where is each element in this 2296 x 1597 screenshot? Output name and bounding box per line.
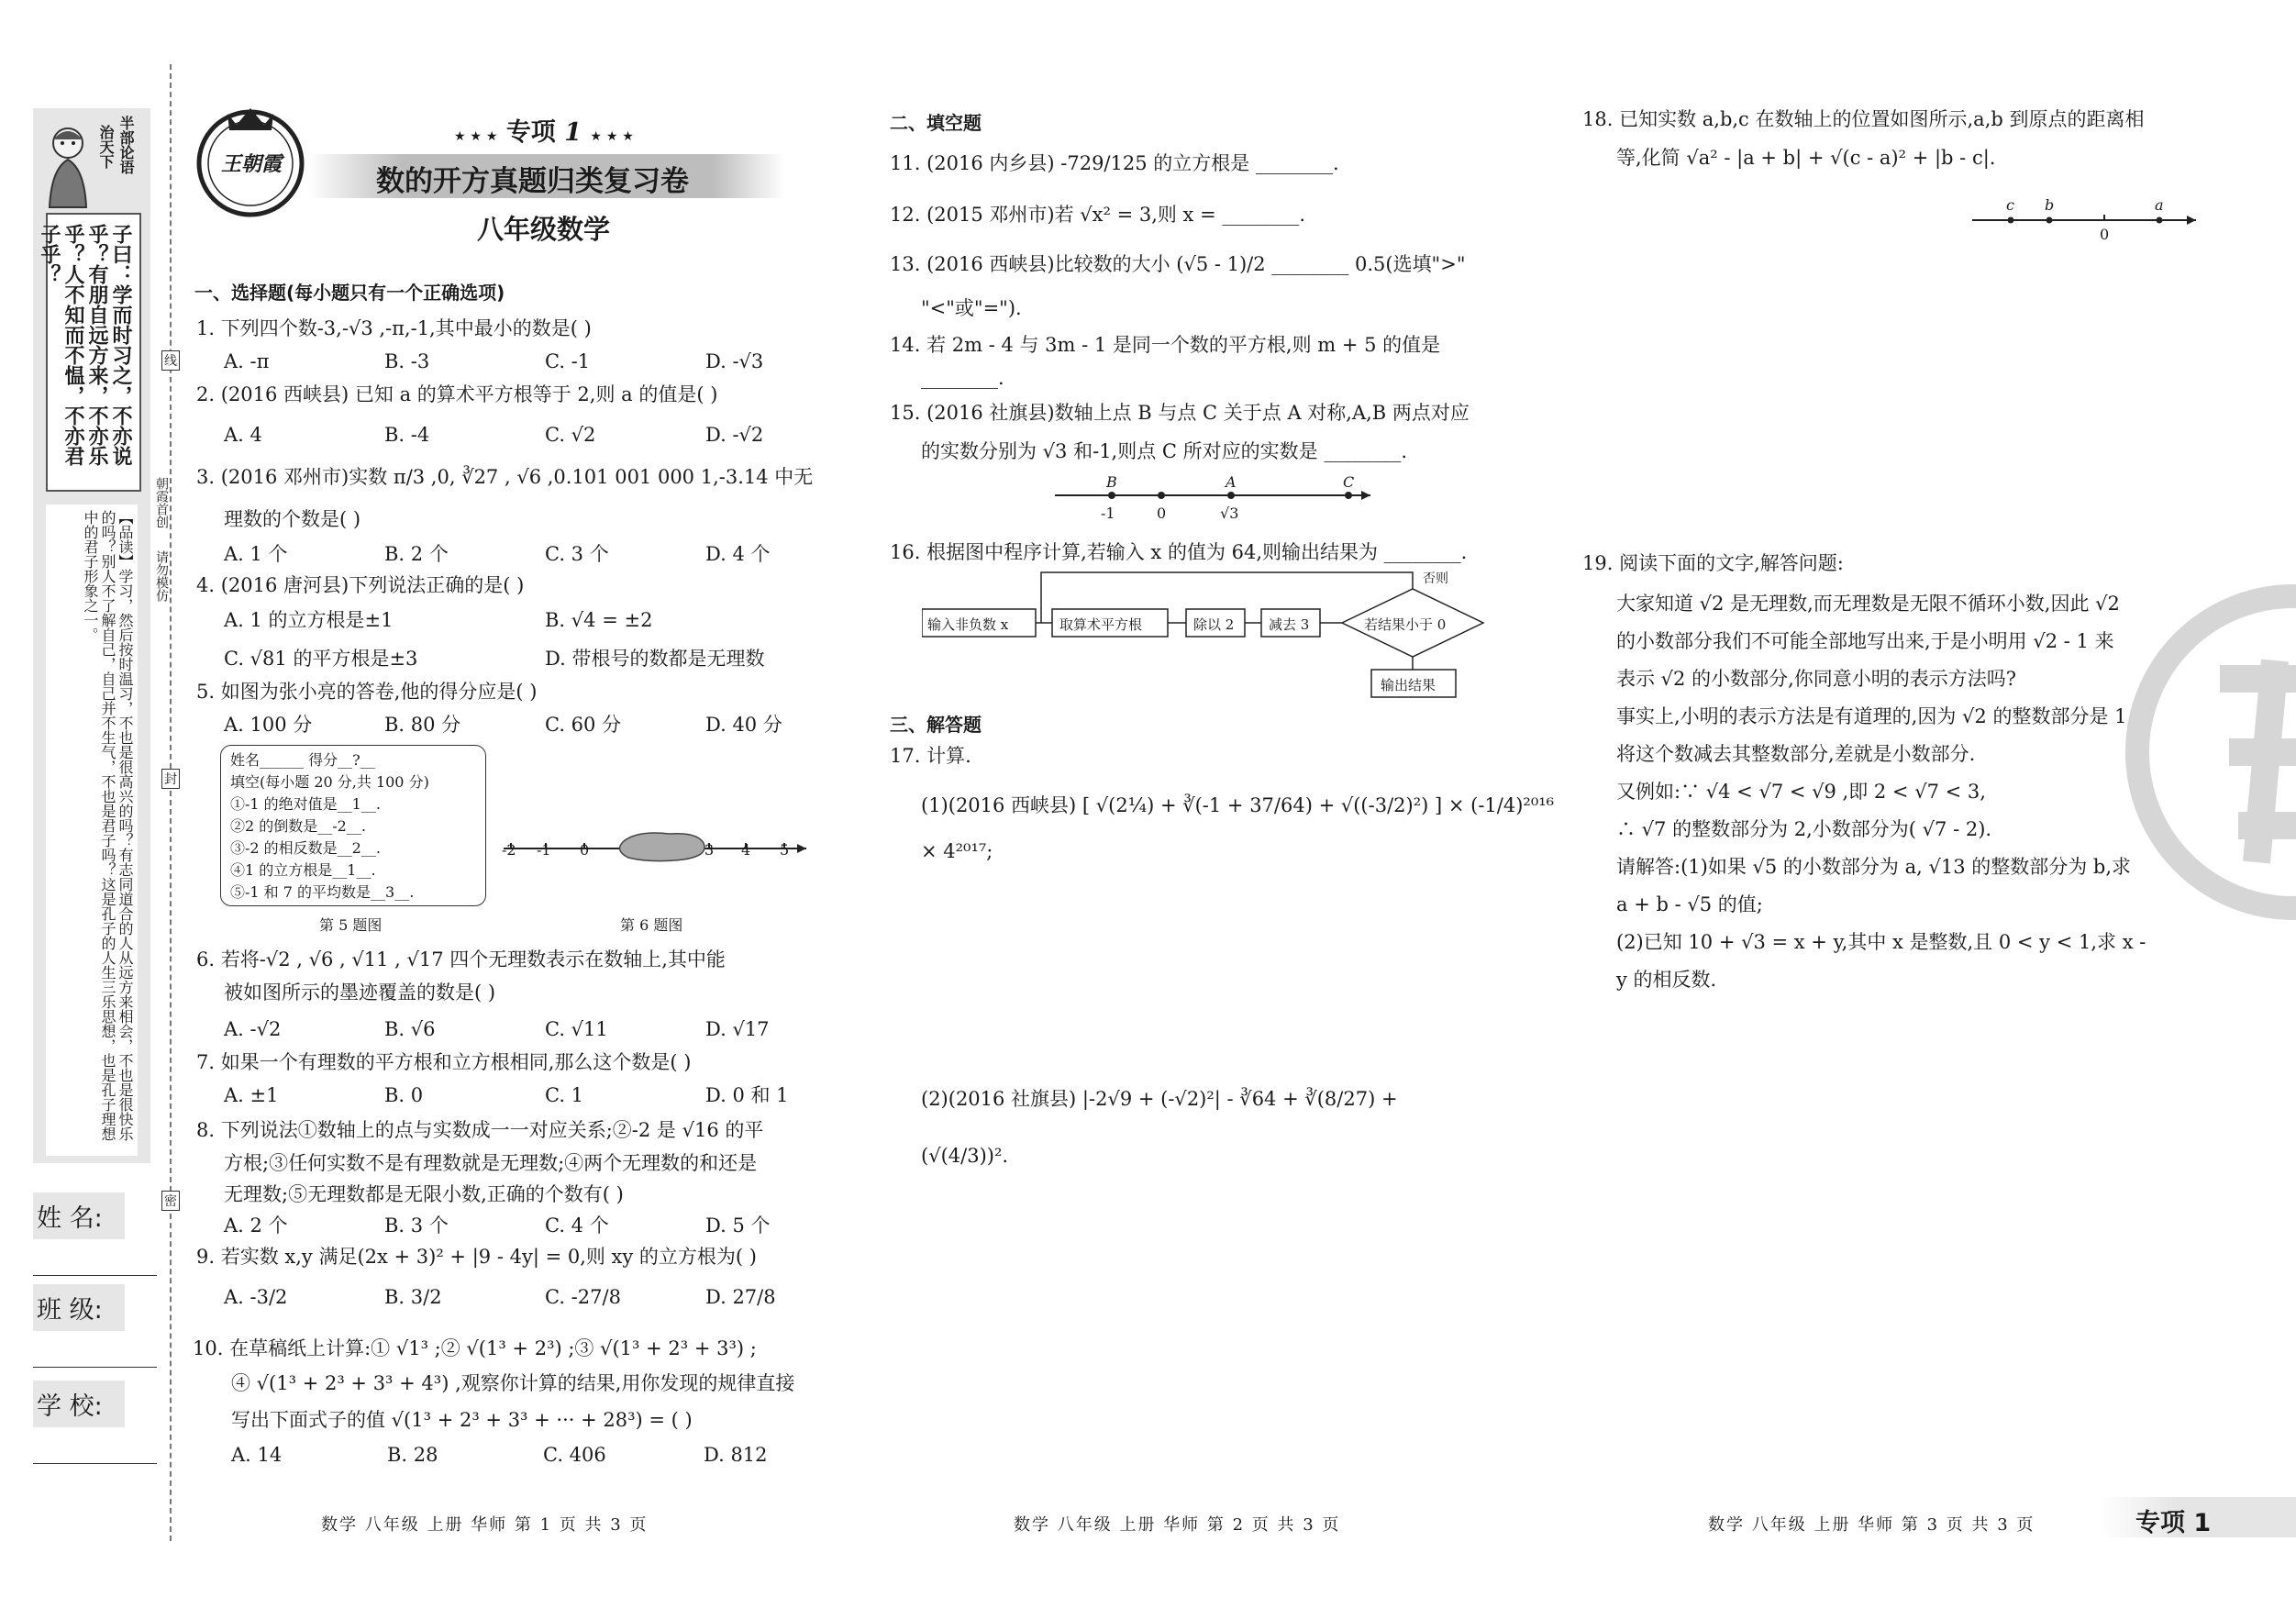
question-18: 18. 已知实数 a,b,c 在数轴上的位置如图所示,a,b 到原点的距离相: [1582, 108, 2145, 130]
fig6-number-line: [500, 821, 812, 876]
flowchart: [922, 569, 1500, 706]
option[interactable]: B. 28: [387, 1444, 438, 1466]
axis-label: C: [1343, 473, 1355, 491]
option[interactable]: A. 2 个: [224, 1214, 288, 1237]
paragraph-line: 请解答:(1)如果 √5 的小数部分为 a, √13 的整数部分为 b,求: [1616, 856, 2132, 878]
paragraph-line: 的小数部分我们不可能全部地写出来,于是小明用 √2 - 1 来: [1616, 630, 2114, 652]
tick-label: 3: [704, 841, 715, 859]
side-note-1: 朝霞首创: [154, 477, 169, 528]
flow-step-input: 输入非负数 x: [927, 616, 1009, 633]
option[interactable]: C. 4 个: [545, 1214, 609, 1237]
question-16: 16. 根据图中程序计算,若输入 x 的值为 64,则输出结果为 ________.: [890, 541, 1468, 563]
option[interactable]: D. 5 个: [705, 1214, 771, 1237]
cut-mark-2: 封: [161, 769, 180, 789]
fig6-caption: 第 6 题图: [620, 916, 683, 934]
card-line: 姓名______ 得分__?__: [230, 751, 375, 769]
name-label: 姓 名:: [33, 1192, 125, 1239]
option[interactable]: D. √17: [705, 1018, 770, 1040]
question-10-cont: ④ √(1³ + 2³ + 3³ + 4³) ,观察你计算的结果,用你发现的规律直接: [231, 1372, 795, 1394]
tick-label: -1: [537, 841, 551, 859]
page-title: 数的开方真题归类复习卷: [376, 165, 689, 198]
class-label: 班 级:: [33, 1284, 125, 1331]
axis-label: A: [1226, 473, 1237, 491]
question-7-options: [224, 1079, 789, 1112]
tick-label: 0: [2100, 226, 2110, 243]
question-5-options: [224, 708, 782, 741]
question-2-options: [224, 418, 763, 451]
question-8-cont: 方根;③任何实数不是有理数就是无理数;④两个无理数的和还是: [224, 1152, 758, 1174]
option[interactable]: D. -√2: [705, 424, 764, 446]
flow-else-label: 否则: [1423, 571, 1448, 586]
question-17-2-cont: (√(4/3))².: [921, 1145, 1009, 1167]
paragraph-line: y 的相反数.: [1616, 969, 1717, 991]
question-4-options-1: [224, 604, 652, 637]
tick-label: -2: [502, 841, 516, 859]
corner-tag-label: 专项 1: [2135, 1509, 2212, 1537]
question-10-cont2: 写出下面式子的值 √(1³ + 2³ + 3³ + ··· + 28³) = ( ): [231, 1409, 693, 1431]
option[interactable]: C. 406: [543, 1444, 606, 1466]
watermark-seal: [2091, 569, 2296, 954]
option[interactable]: A. 100 分: [224, 714, 313, 736]
option[interactable]: A. -π: [224, 350, 270, 372]
page-subtitle: 八年级数学: [477, 214, 611, 245]
question-17: 17. 计算.: [890, 745, 971, 767]
paragraph-line: 大家知道 √2 是无理数,而无理数是无限不循环小数,因此 √2: [1616, 593, 2120, 615]
option[interactable]: D. 40 分: [705, 714, 782, 736]
card-line: ⑤-1 和 7 的平均数是__3__.: [230, 883, 415, 901]
card-line: ③-2 的相反数是__2__.: [230, 839, 381, 857]
question-6-options: [224, 1013, 770, 1046]
q18-number-line: [1972, 194, 2202, 250]
sidebar-quote: 子曰：学而时习之，不亦说乎？有朋自远方来，不亦乐乎？人不知而不愠，不亦君子乎？: [38, 224, 132, 466]
question-6-cont: 被如图所示的墨迹覆盖的数是( ): [224, 981, 496, 1004]
tick-label: 5: [780, 841, 790, 859]
sidebar-pindu: 【品读】学习，然后按时温习，不也是很高兴的吗？有志同道合的人从远方来相会，不也是很快乐的吗？别人不了解自己，自己并不生气，不也是君子吗？这是孔子的人生三乐思想，也是孔子理想中的君子形象之一。: [82, 510, 134, 1141]
tick-label: √3: [1220, 505, 1239, 522]
flow-step-sqrt: 取算术平方根: [1059, 616, 1143, 633]
section-answer: 三、解答题: [890, 714, 982, 736]
sidebar-pindu-box: [46, 505, 138, 1156]
flow-output: 输出结果: [1381, 677, 1436, 693]
fig5-caption: 第 5 题图: [319, 916, 383, 934]
tick-label: 0: [580, 841, 590, 859]
cut-mark-1: 线: [161, 350, 180, 371]
paragraph-line: (2)已知 10 + √3 = x + y,其中 x 是整数,且 0 < y < 1,求 x -: [1616, 931, 2146, 953]
question-1-options: [224, 345, 763, 378]
question-4: 4. (2016 唐河县)下列说法正确的是( ): [196, 574, 525, 596]
footer-page-3: 数学 八年级 上册 华师 第 3 页 共 3 页: [1708, 1515, 2035, 1535]
question-3-options: [224, 538, 770, 571]
cut-line: [170, 64, 172, 1541]
option[interactable]: B. √6: [384, 1018, 436, 1040]
brand-logo: [191, 101, 310, 220]
question-4-options-2: [224, 642, 764, 675]
question-8: 8. 下列说法①数轴上的点与实数成一一对应关系;②-2 是 √16 的平: [196, 1119, 764, 1141]
option[interactable]: C. √11: [545, 1018, 608, 1040]
question-10: 10. 在草稿纸上计算:① √1³ ;② √(1³ + 2³) ;③ √(1³ + 2³ + 3³) ;: [193, 1337, 757, 1359]
badge-text-1: 半部论语: [117, 116, 135, 174]
option[interactable]: C. 1: [545, 1084, 584, 1106]
flow-step-divide: 除以 2: [1193, 616, 1235, 633]
section-fill: 二、填空题: [890, 112, 982, 134]
option[interactable]: C. √2: [545, 424, 596, 446]
option[interactable]: A. 14: [231, 1444, 283, 1466]
option[interactable]: B. 3/2: [384, 1286, 442, 1308]
series-stars-right: ★ ★ ★: [590, 129, 634, 144]
paragraph-line: 将这个数减去其整数部分,差就是小数部分.: [1616, 743, 1976, 765]
option[interactable]: B. √4 = ±2: [545, 609, 653, 631]
option[interactable]: A. ±1: [224, 1084, 279, 1106]
question-14: 14. 若 2m - 4 与 3m - 1 是同一个数的平方根,则 m + 5 的值是: [890, 334, 1441, 356]
paragraph-line: 表示 √2 的小数部分,你同意小明的表示方法吗?: [1616, 668, 2017, 690]
option[interactable]: D. 0 和 1: [705, 1084, 789, 1106]
question-14-cont: ________.: [921, 367, 1004, 389]
tick-label: 4: [741, 841, 751, 859]
school-field[interactable]: [33, 1381, 157, 1464]
option[interactable]: B. -3: [384, 350, 430, 372]
axis-label: a: [2155, 196, 2164, 214]
card-line: ④1 的立方根是__1__.: [230, 861, 376, 879]
question-10-options: [231, 1438, 768, 1471]
name-field[interactable]: [33, 1192, 157, 1276]
question-1: 1. 下列四个数-3,-√3 ,-π,-1,其中最小的数是( ): [196, 317, 592, 339]
option[interactable]: C. 60 分: [545, 714, 622, 736]
flow-decision: 若结果小于 0: [1364, 616, 1447, 633]
question-19-body: [1616, 585, 2146, 999]
card-line: ②2 的倒数是__-2__.: [230, 817, 366, 835]
question-5: 5. 如图为张小亮的答卷,他的得分应是( ): [196, 681, 538, 703]
sidebar-badge: [33, 108, 150, 218]
option[interactable]: D. 27/8: [705, 1286, 776, 1308]
question-13-cont: "<"或"=").: [921, 297, 1022, 319]
q15-number-line: [1055, 473, 1376, 528]
option[interactable]: D. 带根号的数都是无理数: [545, 648, 765, 670]
footer-page-2: 数学 八年级 上册 华师 第 2 页 共 3 页: [1014, 1515, 1341, 1535]
question-12: 12. (2015 邓州市)若 √x² = 3,则 x = ________.: [890, 204, 1306, 226]
option[interactable]: A. 1 的立方根是±1: [224, 609, 394, 631]
school-label: 学 校:: [33, 1381, 125, 1427]
card-line: ①-1 的绝对值是__1__.: [230, 795, 381, 813]
question-15: 15. (2016 社旗县)数轴上点 B 与点 C 关于点 A 对称,A,B 两点对应: [890, 402, 1470, 424]
card-line: 填空(每小题 20 分,共 100 分): [230, 773, 429, 791]
question-6: 6. 若将-√2 , √6 , √11 , √17 四个无理数表示在数轴上,其中能: [196, 948, 726, 970]
series-stars-left: ★ ★ ★: [454, 129, 498, 144]
question-3-cont: 理数的个数是( ): [224, 508, 361, 530]
question-13: 13. (2016 西峡县)比较数的大小 (√5 - 1)/2 ________ 0.5(选填">": [890, 253, 1466, 275]
tick-label: -1: [1101, 505, 1115, 522]
axis-label: c: [2006, 196, 2014, 214]
class-field[interactable]: [33, 1284, 157, 1368]
question-8-options: [224, 1209, 770, 1242]
option[interactable]: A. 1 个: [224, 543, 288, 565]
option[interactable]: B. -4: [384, 424, 430, 446]
option[interactable]: C. 3 个: [545, 543, 609, 565]
question-11: 11. (2016 内乡县) -729/125 的立方根是 ________.: [890, 152, 1339, 174]
axis-label: b: [2045, 196, 2055, 214]
option[interactable]: C. -27/8: [545, 1286, 621, 1308]
question-17-1: (1)(2016 西峡县) [ √(2¼) + ∛(-1 + 37/64) + √((-3/2)²) ] × (-1/4)²⁰¹⁶: [921, 794, 1555, 816]
question-17-2: (2)(2016 社旗县) |-2√9 + (-√2)²| - ∛64 + ∛(8/27) +: [921, 1088, 1398, 1110]
option[interactable]: B. 3 个: [384, 1214, 449, 1237]
question-8-cont2: 无理数;⑤无理数都是无限小数,正确的个数有( ): [224, 1183, 624, 1205]
sidebar-quote-box: [38, 213, 141, 492]
option[interactable]: D. -√3: [705, 350, 764, 372]
paragraph-line: ∴ √7 的整数部分为 2,小数部分为( √7 - 2).: [1616, 818, 1992, 840]
option[interactable]: D. 4 个: [705, 543, 771, 565]
option[interactable]: B. 0: [384, 1084, 424, 1106]
paragraph-line: 事实上,小明的表示方法是有道理的,因为 √2 的整数部分是 1,: [1616, 705, 2134, 727]
cut-mark-3: 密: [161, 1191, 180, 1211]
series-label: ★ ★ ★ 专项 1 ★ ★ ★: [454, 118, 634, 147]
side-note-2: 请勿模仿: [154, 550, 169, 602]
footer-page-1: 数学 八年级 上册 华师 第 1 页 共 3 页: [321, 1515, 649, 1535]
question-15-cont: 的实数分别为 √3 和-1,则点 C 所对应的实数是 ________.: [921, 440, 1407, 462]
axis-label: B: [1106, 473, 1117, 491]
paragraph-line: 又例如:∵ √4 < √7 < √9 ,即 2 < √7 < 3,: [1616, 781, 1986, 803]
option[interactable]: B. 80 分: [384, 714, 461, 736]
option[interactable]: A. 4: [224, 424, 262, 446]
answer-card: [220, 745, 486, 906]
question-9: 9. 若实数 x,y 满足(2x + 3)² + |9 - 4y| = 0,则 xy 的立方根为( ): [196, 1246, 757, 1268]
option[interactable]: C. -1: [545, 350, 591, 372]
badge-text-2: 治天下: [97, 125, 115, 169]
option[interactable]: D. 812: [704, 1444, 768, 1466]
corner-tag: [2101, 1497, 2296, 1537]
question-18-cont: 等,化简 √a² - |a + b| + √(c - a)² + |b - c|.: [1616, 147, 1996, 169]
question-9-options: [224, 1281, 776, 1314]
question-2: 2. (2016 西峡县) 已知 a 的算术平方根等于 2,则 a 的值是( ): [196, 383, 718, 405]
option[interactable]: B. 2 个: [384, 543, 449, 565]
question-3: 3. (2016 邓州市)实数 π/3 ,0, ∛27 , √6 ,0.101 001 000 1,-3.14 中无: [196, 466, 814, 488]
question-17-1-cont: × 4²⁰¹⁷;: [921, 840, 993, 862]
question-7: 7. 如果一个有理数的平方根和立方根相同,那么这个数是( ): [196, 1051, 692, 1073]
option[interactable]: A. -√2: [224, 1018, 282, 1040]
flow-step-subtract: 减去 3: [1269, 616, 1310, 633]
paragraph-line: a + b - √5 的值;: [1616, 893, 1763, 915]
question-19: 19. 阅读下面的文字,解答问题:: [1582, 552, 1844, 574]
confucius-figure-icon: [40, 123, 95, 209]
option[interactable]: C. √81 的平方根是±3: [224, 648, 418, 670]
section-choice: 一、选择题(每小题只有一个正确选项): [194, 282, 505, 304]
brand-logo-text: 王朝霞: [220, 152, 282, 176]
tick-label: 0: [1157, 505, 1167, 522]
option[interactable]: A. -3/2: [224, 1286, 288, 1308]
